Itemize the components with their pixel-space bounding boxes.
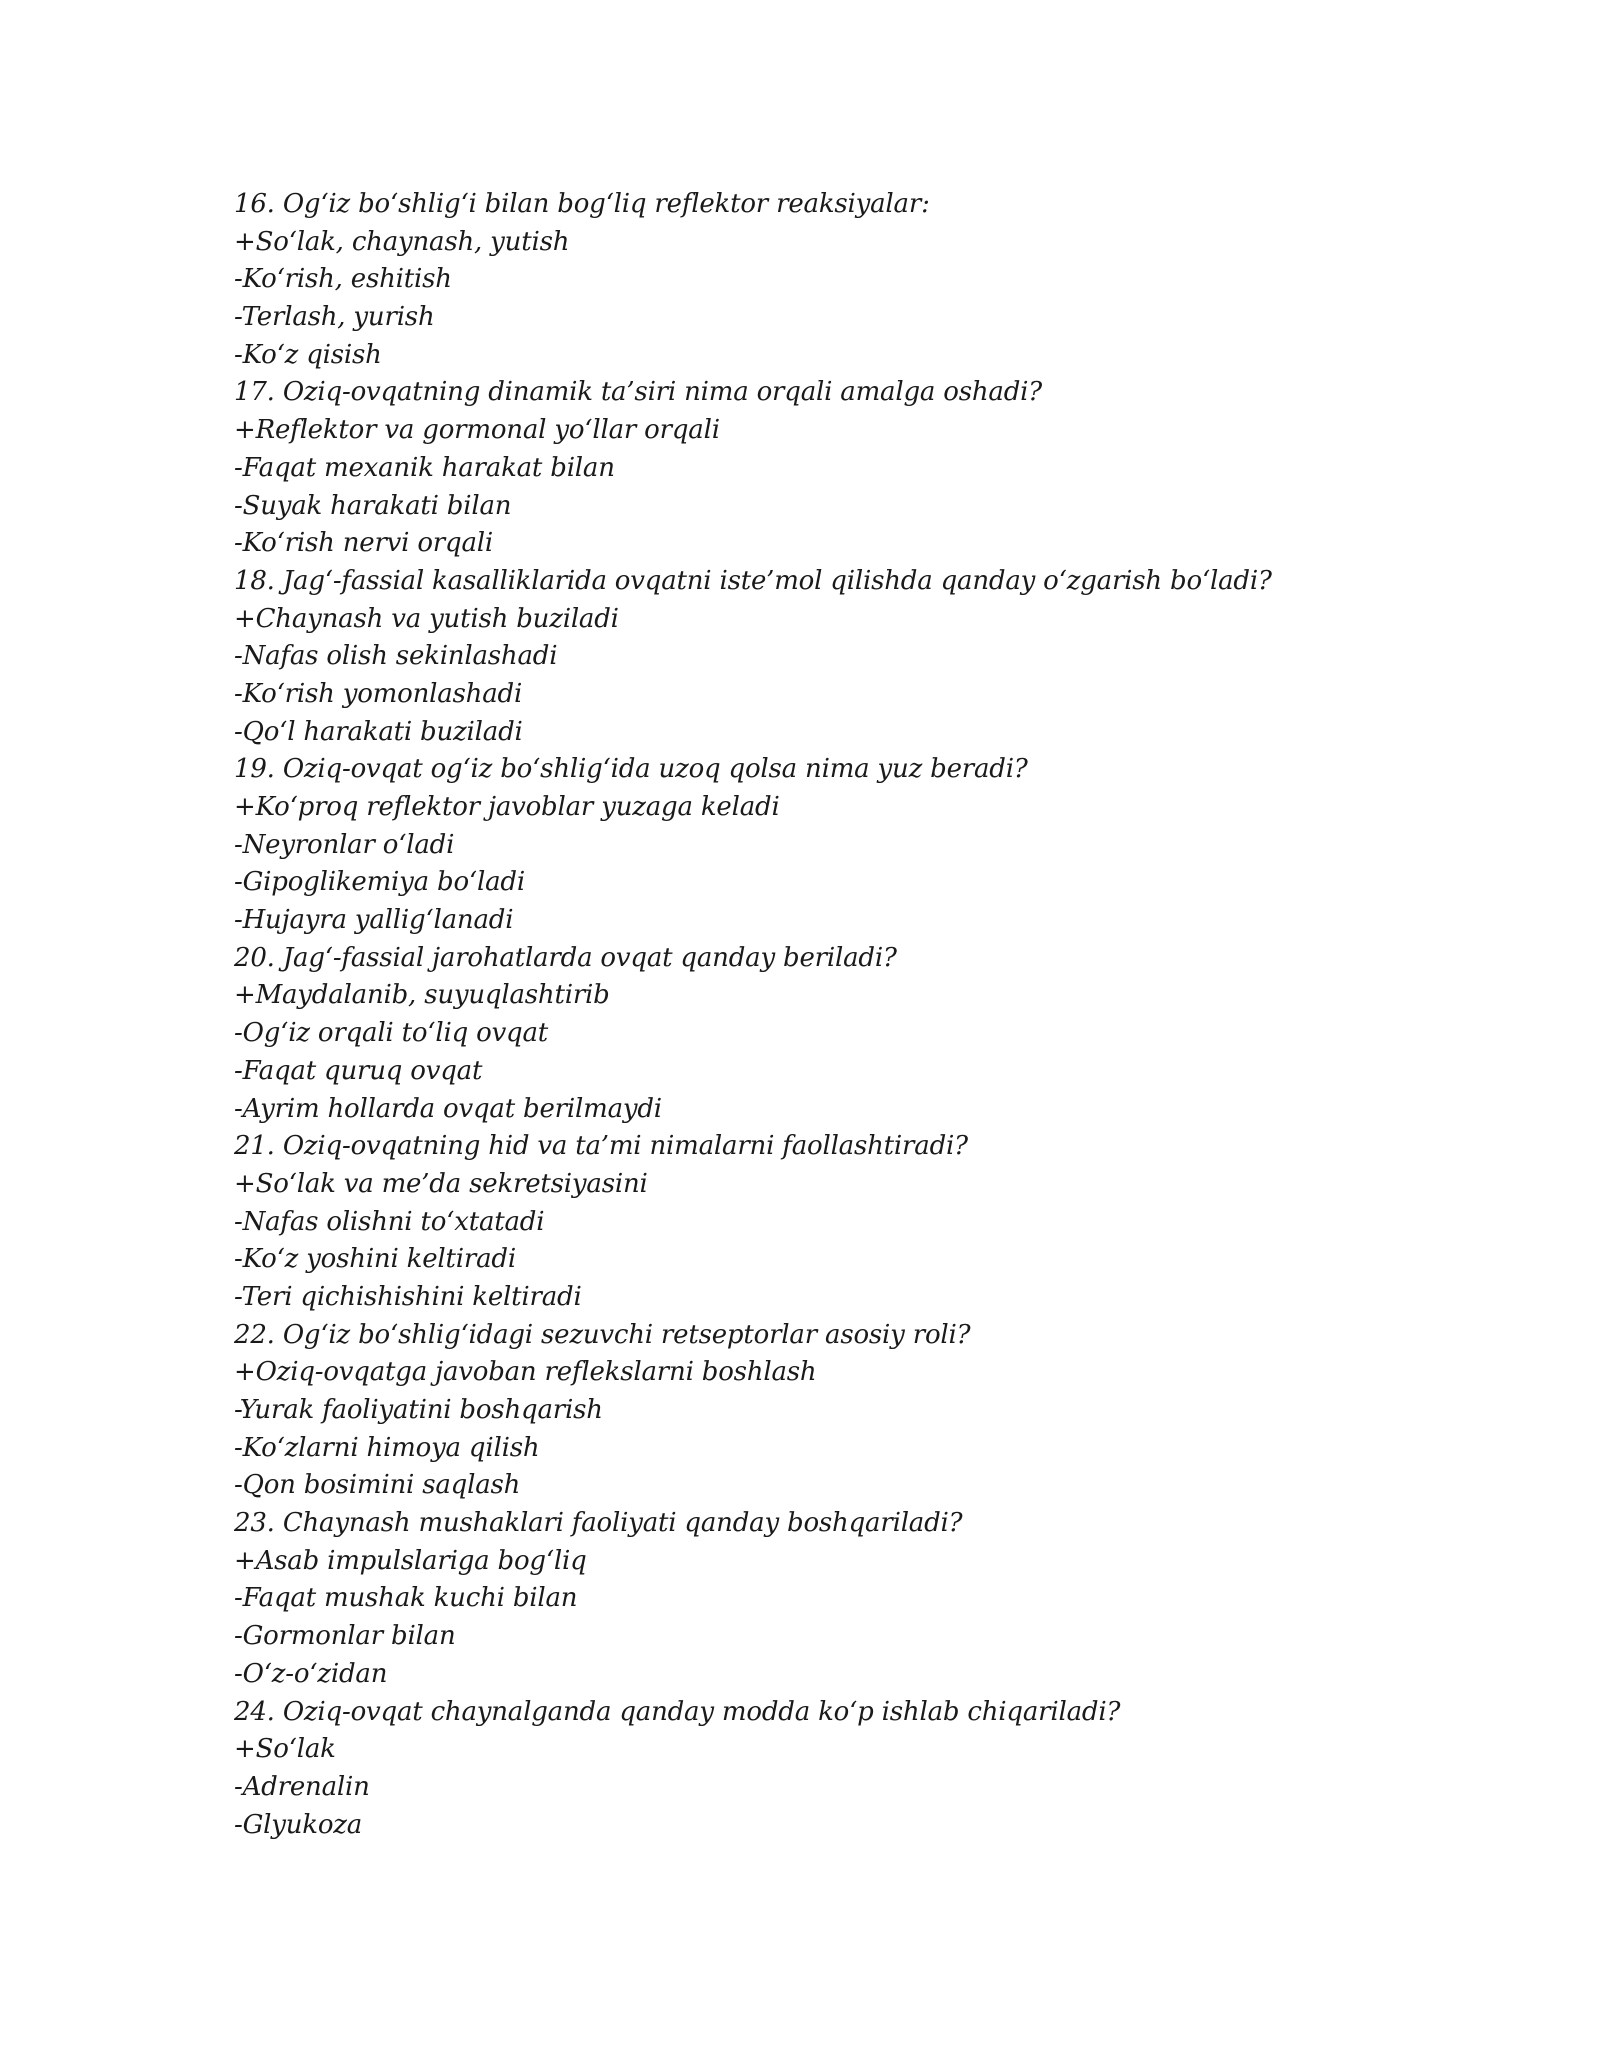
answer-option: -Qo‘l harakati buziladi bbox=[234, 716, 523, 747]
answer-option: -O‘z-o‘zidan bbox=[234, 1658, 388, 1689]
answer-option: +So‘lak va me’da sekretsiyasini bbox=[234, 1168, 648, 1199]
question-text: 19. Oziq-ovqat og‘iz bo‘shlig‘ida uzoq qolsa nima yuz beradi? bbox=[234, 754, 1028, 785]
answer-option: -Ko‘rish nervi orqali bbox=[234, 528, 494, 559]
answer-option: +Ko‘proq reflektor javoblar yuzaga keladi bbox=[234, 792, 780, 822]
answer-option: +So‘lak, chaynash, yutish bbox=[234, 226, 570, 257]
answer-option: +Chaynash va yutish buziladi bbox=[234, 603, 619, 634]
answer-option: -Gormonlar bilan bbox=[234, 1621, 456, 1652]
answer-option: -Faqat mushak kuchi bilan bbox=[234, 1583, 578, 1614]
answer-option: +Maydalanib, suyuqlashtirib bbox=[234, 980, 610, 1011]
answer-option: -Ko‘zlarni himoya qilish bbox=[234, 1432, 540, 1463]
question-text: 16. Og‘iz bo‘shlig‘i bilan bog‘liq reflektor reaksiyalar: bbox=[234, 189, 930, 219]
answer-option: +Asab impulslariga bog‘liq bbox=[234, 1545, 587, 1576]
answer-option: +Reflektor va gormonal yo‘llar orqali bbox=[234, 415, 720, 446]
question-text: 17. Oziq-ovqatning dinamik ta’siri nima orqali amalga oshadi? bbox=[234, 377, 1043, 408]
answer-option: -Ayrim hollarda ovqat berilmaydi bbox=[234, 1093, 662, 1124]
answer-option: -Glyukoza bbox=[234, 1809, 363, 1840]
answer-option: -Terlash, yurish bbox=[234, 302, 435, 333]
answer-option: -Ko‘z yoshini keltiradi bbox=[234, 1244, 516, 1275]
quiz-text bbox=[234, 186, 1484, 1844]
answer-option: -Hujayra yallig‘lanadi bbox=[234, 905, 514, 936]
answer-option: -Suyak harakati bilan bbox=[234, 490, 512, 521]
answer-option: -Yurak faoliyatini boshqarish bbox=[234, 1395, 603, 1425]
question-text: 23. Chaynash mushaklari faoliyati qanday boshqariladi? bbox=[234, 1508, 963, 1539]
answer-option: -Ko‘z qisish bbox=[234, 339, 382, 370]
question-text: 18. Jag‘-fassial kasalliklarida ovqatni iste’mol qilishda qanday o‘zgarish bo‘ladi? bbox=[234, 565, 1272, 596]
answer-option: -Og‘iz orqali to‘liq ovqat bbox=[234, 1018, 549, 1049]
answer-option: -Ko‘rish yomonlashadi bbox=[234, 678, 523, 709]
answer-option: -Adrenalin bbox=[234, 1771, 370, 1802]
question-text: 20. Jag‘-fassial jarohatlarda ovqat qanday beriladi? bbox=[234, 942, 897, 973]
question-text: 21. Oziq-ovqatning hid va ta’mi nimalarni faollashtiradi? bbox=[234, 1131, 968, 1162]
answer-option: -Faqat quruq ovqat bbox=[234, 1055, 483, 1086]
answer-option: -Nafas olishni to‘xtatadi bbox=[234, 1206, 545, 1237]
answer-option: -Gipoglikemiya bo‘ladi bbox=[234, 867, 525, 898]
answer-option: +Oziq-ovqatga javoban reflekslarni boshlash bbox=[234, 1357, 817, 1388]
answer-option: -Ko‘rish, eshitish bbox=[234, 264, 452, 295]
answer-option: -Teri qichishishini keltiradi bbox=[234, 1281, 582, 1312]
answer-option: -Faqat mexanik harakat bilan bbox=[234, 452, 615, 483]
answer-option: -Nafas olish sekinlashadi bbox=[234, 641, 558, 672]
question-text: 24. Oziq-ovqat chaynalganda qanday modda ko‘p ishlab chiqariladi? bbox=[234, 1696, 1121, 1727]
answer-option: -Neyronlar o‘ladi bbox=[234, 829, 455, 860]
answer-option: -Qon bosimini saqlash bbox=[234, 1470, 521, 1501]
question-text: 22. Og‘iz bo‘shlig‘idagi sezuvchi retseptorlar asosiy roli? bbox=[234, 1319, 971, 1350]
answer-option: +So‘lak bbox=[234, 1734, 336, 1765]
